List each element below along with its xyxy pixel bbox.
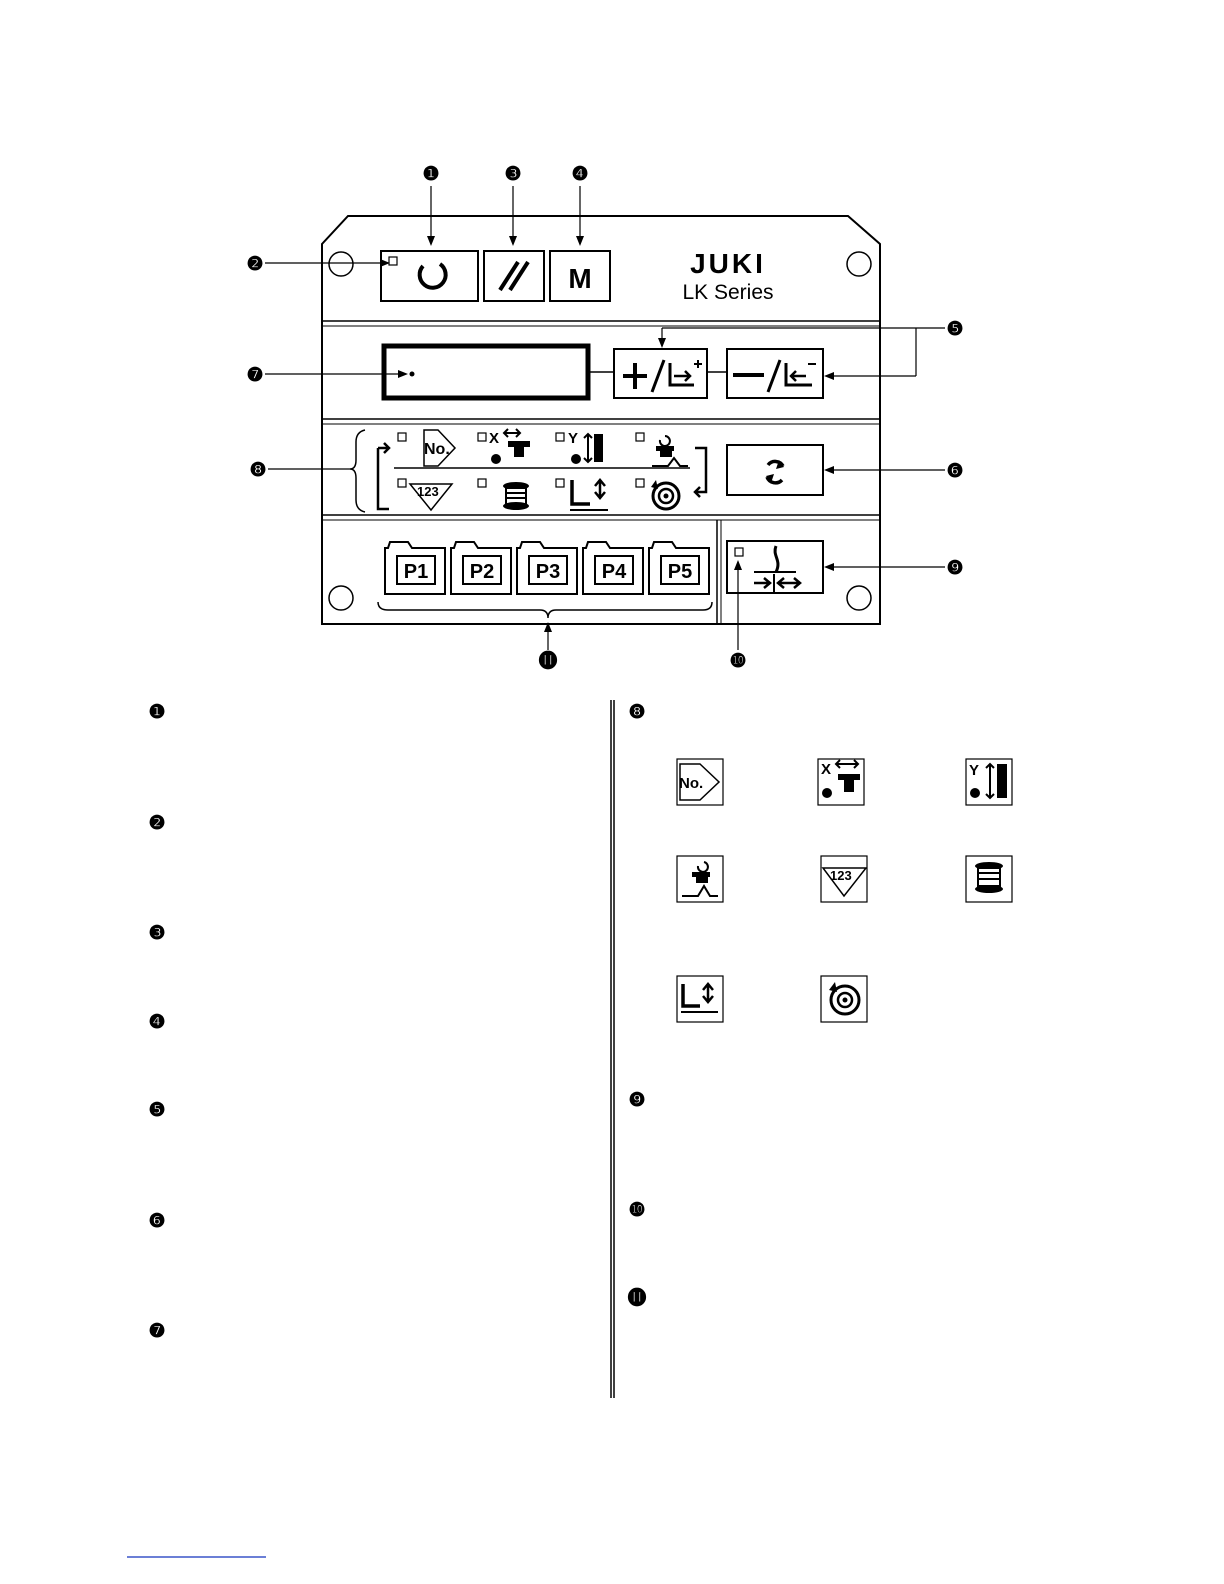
presser-height-icon bbox=[570, 480, 608, 510]
mode-key[interactable] bbox=[550, 251, 610, 301]
callout-6: ❻ bbox=[946, 461, 964, 482]
mount-hole bbox=[847, 252, 871, 276]
legend-item-7: ❼ bbox=[148, 1321, 166, 1342]
legend-icons bbox=[677, 759, 1012, 1022]
callout-3: ❸ bbox=[504, 164, 522, 185]
svg-text:P4: P4 bbox=[601, 561, 627, 583]
data-select-key[interactable] bbox=[727, 445, 823, 495]
legend-thread-tension-icon bbox=[677, 856, 723, 902]
legend-speed-icon bbox=[821, 976, 867, 1022]
thread-clamp-key[interactable] bbox=[727, 541, 823, 593]
legend-presser-height-icon bbox=[677, 976, 723, 1022]
callouts bbox=[246, 164, 963, 672]
svg-text:No.: No. bbox=[679, 775, 704, 792]
speed-icon bbox=[651, 480, 679, 509]
svg-text:P2: P2 bbox=[469, 561, 495, 583]
mount-hole bbox=[329, 586, 353, 610]
program-keys bbox=[385, 542, 709, 594]
legend-item-6: ❻ bbox=[148, 1211, 166, 1232]
minus-key[interactable] bbox=[727, 349, 823, 398]
reset-key[interactable] bbox=[484, 251, 544, 301]
callout-1: ❶ bbox=[422, 164, 440, 185]
callout-7: ❼ bbox=[246, 365, 264, 386]
callout-5: ❺ bbox=[946, 319, 964, 340]
svg-text:P5: P5 bbox=[667, 561, 693, 583]
legend-item-10: ❿ bbox=[628, 1200, 646, 1221]
legend-x-scale-icon bbox=[818, 759, 864, 805]
callout-11: ⓫ bbox=[538, 651, 558, 672]
mode-key-label: M bbox=[568, 263, 592, 294]
svg-text:123: 123 bbox=[417, 484, 439, 499]
program-key-p5[interactable] bbox=[649, 542, 709, 594]
svg-text:X: X bbox=[489, 430, 500, 447]
thread-tension-icon bbox=[652, 436, 688, 466]
ready-led bbox=[389, 257, 397, 265]
callout-2: ❷ bbox=[246, 254, 264, 275]
callout-9: ❾ bbox=[946, 558, 964, 579]
svg-text:P3: P3 bbox=[535, 561, 561, 583]
y-scale-icon bbox=[568, 430, 603, 464]
program-key-p4[interactable] bbox=[583, 542, 643, 594]
legend-y-scale-icon bbox=[966, 759, 1012, 805]
pattern-no-icon bbox=[424, 430, 455, 466]
legend-item-9: ❾ bbox=[628, 1090, 646, 1111]
legend-item-5: ❺ bbox=[148, 1100, 166, 1121]
legend-item-4: ❹ bbox=[148, 1012, 166, 1033]
legend-item-2: ❷ bbox=[148, 813, 166, 834]
svg-text:Y: Y bbox=[568, 430, 579, 447]
data-select-leds bbox=[378, 429, 706, 510]
legend-item-8: ❽ bbox=[628, 702, 646, 723]
juki-logo: JUKI bbox=[690, 248, 766, 279]
svg-text:123: 123 bbox=[830, 868, 852, 883]
legend-item-11: ⓫ bbox=[627, 1288, 647, 1309]
callout-4: ❹ bbox=[571, 164, 589, 185]
legend-left bbox=[148, 702, 165, 1342]
counter-icon bbox=[410, 484, 452, 510]
ready-key[interactable] bbox=[381, 251, 478, 301]
lcd-display bbox=[384, 346, 588, 398]
x-scale-icon bbox=[489, 429, 530, 464]
legend-counter-icon bbox=[821, 856, 867, 902]
plus-key[interactable] bbox=[614, 349, 707, 398]
thread-clamp-led bbox=[735, 548, 743, 556]
bobbin-counter-icon bbox=[503, 482, 529, 510]
legend-right bbox=[627, 702, 646, 1309]
program-keys-brace bbox=[378, 602, 712, 618]
callout-8: ❽ bbox=[249, 460, 267, 481]
legend-bobbin-counter-icon bbox=[966, 856, 1012, 902]
svg-text:Y: Y bbox=[969, 762, 980, 779]
program-key-p1[interactable] bbox=[385, 542, 445, 594]
mount-hole bbox=[847, 586, 871, 610]
svg-text:P1: P1 bbox=[403, 561, 429, 583]
legend-pattern-no-icon bbox=[677, 759, 723, 805]
svg-text:No.: No. bbox=[424, 441, 450, 458]
mount-hole bbox=[329, 252, 353, 276]
legend-item-1: ❶ bbox=[148, 702, 166, 723]
program-key-p3[interactable] bbox=[517, 542, 577, 594]
program-key-p2[interactable] bbox=[451, 542, 511, 594]
callout-10: ❿ bbox=[729, 651, 747, 672]
legend-item-3: ❸ bbox=[148, 923, 166, 944]
series-label: LK Series bbox=[682, 281, 774, 304]
svg-text:X: X bbox=[821, 761, 832, 778]
